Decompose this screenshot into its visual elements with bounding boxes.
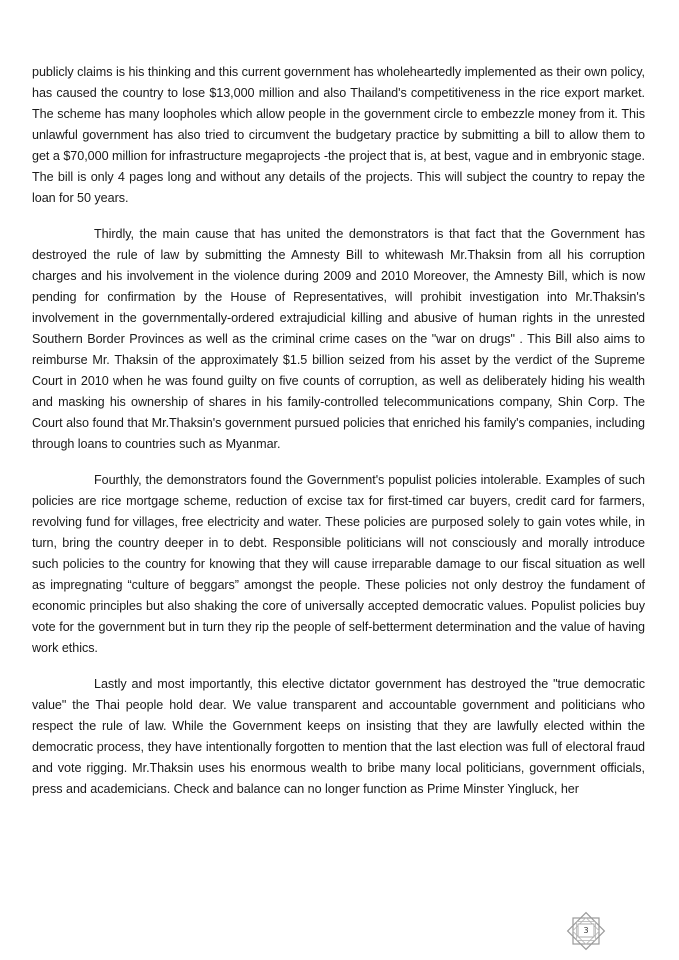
page-number-marker <box>563 911 609 951</box>
paragraph-lastly: Lastly and most importantly, this elective dictator government has destroyed the "true democratic value" the Thai people hold dear. We value transparent and accountable government and politicians who respect the rule of law. While the Government keeps on insisting that they are lawfully elected within the democratic process, they have intentionally forgotten to mention that the last election was full of electoral fraud and vote rigging. Mr.Thaksin uses his enormous wealth to bribe many local politicians, government officials, press and academicians. Check and balance can no longer function as Prime Minster Yingluck, her <box>32 677 645 796</box>
page-number: 3 <box>583 926 589 935</box>
paragraph-continued: publicly claims is his thinking and this current government has wholeheartedly implemented as their own policy, has caused the country to lose $13,000 million and also Thailand's competitiveness in the rice export market. The scheme has many loopholes which allow people in the government circle to embezzle money from it. This unlawful government has also tried to circumvent the budgetary practice by submitting a bill to allow them to get a $70,000 million for infrastructure megaprojects -the project that is, at best, vague and in embryonic stage. The bill is only 4 pages long and without any details of the projects. This will subject the country to repay the loan for 50 years. <box>32 65 645 205</box>
paragraph-thirdly: Thirdly, the main cause that has united the demonstrators is that fact that the Government has destroyed the rule of law by submitting the Amnesty Bill to whitewash Mr.Thaksin from all his corruption charges and his involvement in the violence during 2009 and 2010 Moreover, the Amnesty Bill, which is now pending for confirmation by the House of Representatives, will prohibit investigation into Mr.Thaksin's involvement in the governmentally-ordered extrajudicial killing and abusive of human rights in the unrested Southern Border Provinces as well as the criminal crime cases on the "war on drugs" . This Bill also aims to reimburse Mr. Thaksin of the approximately $1.5 billion seized from his asset by the verdict of the Supreme Court in 2010 when he was found guilty on five counts of corruption, as well as deliberately hiding his wealth and masking his ownership of shares in his family-controlled telecommunications company, Shin Corp. The Court also found that Mr.Thaksin's government pursued policies that enriched his family's companies, including through loans to countries such as Myanmar. <box>32 227 645 451</box>
paragraph-fourthly: Fourthly, the demonstrators found the Government's populist policies intolerable. Examples of such policies are rice mortgage scheme, reduction of excise tax for first-timed car buyers, credit card for farmers, revolving fund for villages, free electricity and water. These policies are purposed solely to gain votes while, in turn, bring the country deeper in to debt. Responsible politicians will not consciously and morally introduce such policies to the country for knowing that they will cause irreparable damage to our fiscal situation as well as impregnating “culture of beggars” amongst the people. These policies not only destroy the fundament of economic principles but also shaking the core of universally accepted democratic values. Populist policies buy vote for the government but in turn they rip the people of self-betterment determination and the value of having work ethics. <box>32 473 645 655</box>
document-body <box>32 62 645 815</box>
